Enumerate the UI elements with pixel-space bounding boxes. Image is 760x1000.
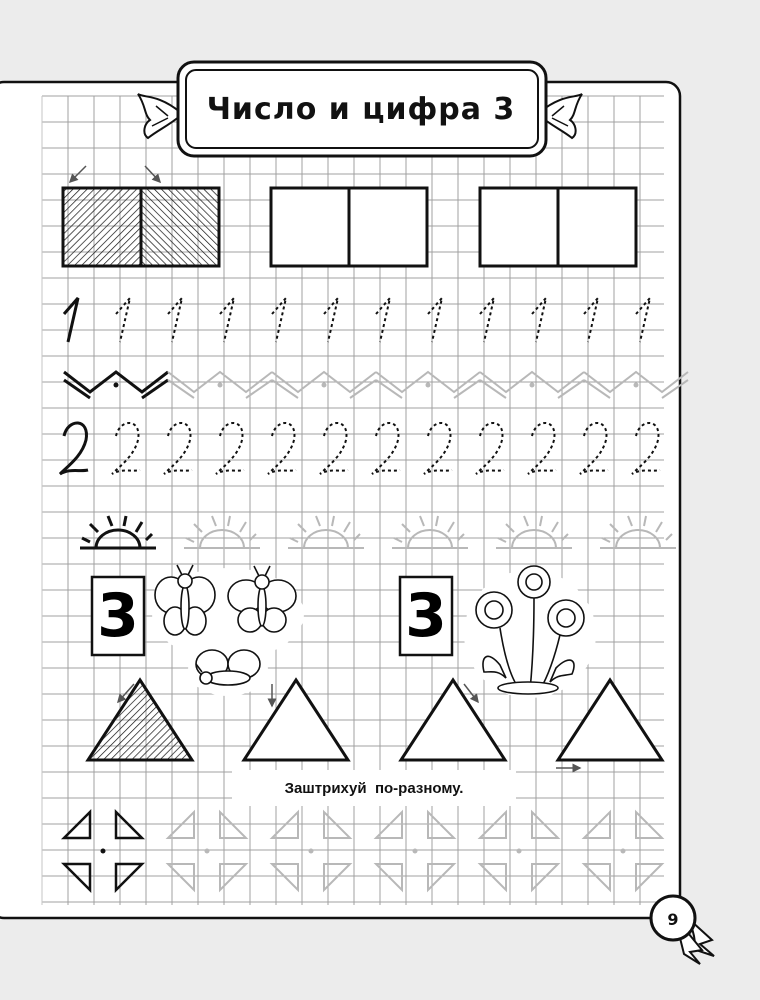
page-title: Число и цифра 3 — [206, 91, 516, 127]
digit-three-left: 3 — [97, 581, 139, 651]
digit-three-right: 3 — [405, 581, 447, 651]
instruction-text: Заштрихуй по-разному. — [232, 770, 516, 806]
page-number: 9 — [667, 909, 679, 929]
